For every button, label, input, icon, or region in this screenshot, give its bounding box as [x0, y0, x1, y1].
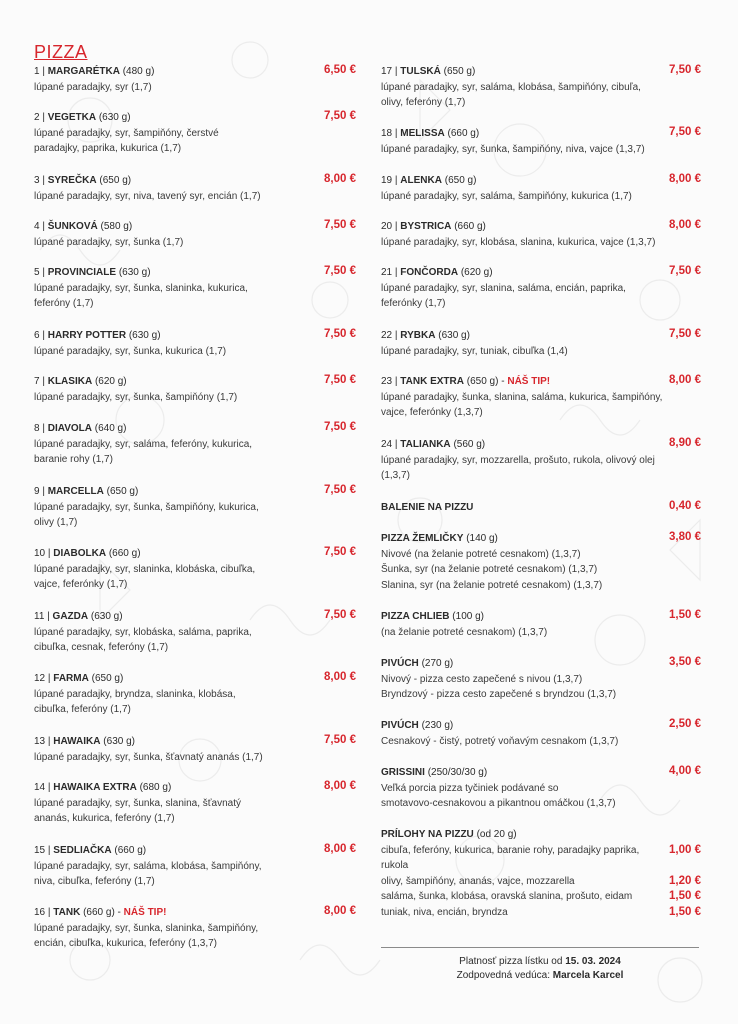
item-description: vajce, feferónky (1,7) [34, 579, 128, 590]
menu-item-header [34, 374, 356, 390]
item-number: 2 | [34, 112, 45, 123]
item-weight: (650 g) [106, 486, 139, 497]
item-number: 6 | [34, 330, 45, 341]
menu-item [381, 531, 701, 593]
menu-item-header [381, 219, 701, 235]
item-price: 8,00 € [324, 780, 356, 792]
menu-item [381, 219, 701, 250]
item-description: Slanina, syr (na želanie potreté cesnakom) (1,3,7) [381, 579, 603, 591]
menu-item-header [34, 843, 356, 859]
item-description: Nivový - pizza cesto zapečené s nivou (1,3,7) [381, 673, 583, 685]
item-description: lúpané paradajky, syr, šunka (1,7) [34, 236, 184, 248]
item-name: HAWAIKA EXTRA [53, 782, 137, 793]
item-description: lúpané paradajky, šunka, slanina, saláma, kukurica, šampiňóny, [381, 391, 663, 403]
menu-item-header [34, 609, 356, 625]
item-name: VEGETKA [47, 112, 97, 123]
item-weight: (620 g) [460, 267, 493, 278]
item-name: GAZDA [52, 611, 89, 622]
sides-line [381, 858, 701, 874]
item-description: cibuľka, cesnak, feferóny (1,7) [34, 642, 169, 653]
item-name: KLASIKA [47, 376, 93, 387]
item-number: 1 | [34, 66, 45, 77]
item-description: lúpané paradajky, syr, šunka, šampiňóny, niva, vajce (1,3,7) [381, 143, 645, 155]
item-name: TALIANKA [400, 439, 451, 450]
item-name: PROVINCIALE [47, 267, 117, 278]
item-description: (1,3,7) [381, 470, 410, 481]
sides-line-text: tuniak, niva, encián, bryndza [381, 906, 508, 918]
item-number: 11 | [34, 611, 50, 622]
item-description: lúpané paradajky, syr, šunka, šťavnatý ananás (1,7) [34, 751, 263, 763]
item-price: 7,50 € [324, 374, 356, 386]
item-description: niva, cibuľka, feferóny (1,7) [34, 876, 155, 887]
menu-item-header [381, 500, 701, 516]
menu-item-header [381, 765, 701, 781]
item-price: 8,00 € [669, 374, 701, 386]
item-number: 8 | [34, 423, 45, 434]
menu-item [381, 609, 701, 640]
menu-item-header [381, 718, 701, 734]
footer-divider [381, 947, 699, 948]
item-description: Veľká porcia pizza tyčiniek podávané so [381, 782, 559, 794]
menu-item-header [381, 531, 701, 547]
item-name: SEDLIAČKA [53, 845, 112, 856]
menu-item [381, 500, 701, 516]
item-description: lúpané paradajky, syr, niva, tavený syr, encián (1,7) [34, 190, 261, 202]
item-name: TANK EXTRA [400, 376, 464, 387]
item-price: 1,50 € [669, 609, 701, 621]
sides-line-price: 1,50 € [669, 890, 701, 902]
item-weight: (630 g) [90, 611, 123, 622]
sides-line-price: 1,00 € [669, 843, 701, 856]
menu-item-header [34, 265, 356, 281]
item-description: lúpané paradajky, syr, šunka, šampiňóny (1,7) [34, 391, 238, 403]
item-price: 6,50 € [324, 64, 356, 76]
item-weight: (480 g) [122, 66, 155, 77]
item-price: 7,50 € [324, 328, 356, 340]
item-price: 8,00 € [669, 173, 701, 185]
menu-item-header [381, 609, 701, 625]
sides-line-text: olivy, šampiňóny, ananás, vajce, mozzarella [381, 875, 575, 887]
menu-item [34, 219, 356, 250]
menu-item-header [34, 546, 356, 562]
item-price: 3,50 € [669, 656, 701, 668]
menu-item-header [34, 219, 356, 235]
menu-item-header [34, 328, 356, 344]
item-price: 3,80 € [669, 531, 701, 543]
item-weight: (630 g) [103, 736, 135, 747]
item-description: lúpané paradajky, syr, saláma, šampiňóny, kukurica (1,7) [381, 190, 632, 202]
menu-item-header [381, 374, 701, 390]
item-weight: (100 g) [452, 611, 484, 622]
item-description: lúpané paradajky, syr, šampiňóny, čerstvé [34, 127, 219, 139]
item-description: olivy, feferóny (1,7) [381, 97, 466, 108]
item-weight: (630 g) [438, 330, 470, 341]
item-weight: (140 g) [466, 533, 498, 544]
item-price: 7,50 € [669, 265, 701, 277]
manager-name: Marcela Karcel [552, 970, 624, 981]
item-description: Bryndzový - pizza cesto zapečené s bryndzou (1,3,7) [381, 689, 617, 700]
menu-item-header [381, 64, 701, 80]
item-description: ananás, kukurica, feferóny (1,7) [34, 813, 175, 824]
item-price: 2,50 € [669, 718, 701, 730]
item-description: smotavovo-cesnakovou a pikantnou omáčkou (1,3,7) [381, 798, 616, 809]
item-name: FARMA [53, 673, 89, 684]
validity-label: Platnosť pizza lístku od [459, 956, 563, 967]
item-name: HARRY POTTER [47, 330, 127, 341]
item-name: ALENKA [400, 175, 442, 186]
sides-line [381, 874, 701, 890]
item-number: 14 | [34, 782, 51, 793]
menu-item [34, 780, 356, 827]
menu-item-header [381, 265, 701, 281]
item-price: 8,00 € [669, 219, 701, 231]
menu-item [34, 843, 356, 890]
item-number: 5 | [34, 267, 45, 278]
menu-item [34, 546, 356, 593]
menu-item-header [381, 173, 701, 189]
item-name: PIVÚCH [381, 658, 419, 669]
tip-badge: NÁŠ TIP! [507, 376, 551, 387]
item-weight: (660 g) - [83, 907, 121, 918]
item-price: 7,50 € [324, 609, 356, 621]
sides-header [381, 827, 701, 843]
item-description: paradajky, paprika, kukurica (1,7) [34, 143, 182, 154]
item-weight: (680 g) [139, 782, 172, 793]
item-number: 24 | [381, 439, 398, 450]
manager-line [381, 969, 699, 983]
menu-item-header [34, 173, 356, 189]
item-description: lúpané paradajky, syr, šunka, kukurica (1,7) [34, 345, 227, 357]
menu-item-header [34, 421, 356, 437]
item-weight: (630 g) [118, 267, 151, 278]
item-description: feferónky (1,7) [381, 298, 446, 309]
menu-item [381, 265, 701, 312]
menu-item [34, 328, 356, 359]
item-number: 17 | [381, 66, 398, 77]
sides-line-price: 1,20 € [669, 874, 701, 887]
menu-item [34, 609, 356, 656]
menu-item [34, 374, 356, 405]
item-number: 20 | [381, 221, 398, 232]
menu-item-header [34, 110, 356, 126]
sides-line-text: saláma, šunka, klobása, oravská slanina, prošuto, eidam [381, 891, 633, 902]
item-name: PIVÚCH [381, 720, 419, 731]
item-name: GRISSINI [381, 767, 425, 778]
item-weight: (650 g) [91, 673, 124, 684]
sides-weight: (od 20 g) [476, 829, 517, 840]
manager-label: Zodpovedná vedúca: [456, 970, 550, 981]
item-number: 18 | [381, 128, 398, 139]
menu-item [381, 328, 701, 359]
item-description: lúpané paradajky, syr, klobáska, saláma, paprika, [34, 626, 252, 638]
item-description: Nivové (na želanie potreté cesnakom) (1,3,7) [381, 548, 581, 560]
item-price: 7,50 € [324, 421, 356, 433]
item-price: 8,00 € [324, 905, 356, 917]
item-price: 7,50 € [669, 328, 701, 340]
menu-item-header [34, 780, 356, 796]
item-number: 4 | [34, 221, 45, 232]
menu-item-header [34, 671, 356, 687]
menu-item-header [34, 905, 356, 921]
item-description: lúpané paradajky, syr, mozzarella, prošuto, rukola, olivový olej [381, 454, 655, 466]
menu-item [34, 64, 356, 95]
item-description: lúpané paradajky, syr, slaninka, klobáska, cibuľka, [34, 563, 256, 575]
menu-item [381, 656, 701, 703]
menu-item [381, 64, 701, 111]
item-description: lúpané paradajky, syr, šunka, slanina, šťavnatý [34, 797, 242, 809]
item-price: 0,40 € [669, 500, 701, 512]
item-price: 8,90 € [669, 437, 701, 449]
item-name: ŠUNKOVÁ [47, 221, 98, 232]
item-number: 10 | [34, 548, 51, 559]
item-description: lúpané paradajky, bryndza, slaninka, klobása, [34, 688, 236, 700]
item-price: 7,50 € [669, 64, 701, 76]
item-name: TANK [53, 907, 81, 918]
item-weight: (560 g) [453, 439, 486, 450]
item-description: Šunka, syr (na želanie potreté cesnakom) (1,3,7) [381, 564, 598, 575]
menu-item [381, 765, 701, 812]
menu-item [381, 126, 701, 157]
menu-item [381, 173, 701, 204]
item-price: 7,50 € [324, 484, 356, 496]
menu-item-header [34, 64, 356, 80]
item-name: PIZZA ŽEMLIČKY [381, 533, 464, 544]
item-description: encián, cibuľka, kukurica, feferóny (1,3,7) [34, 938, 218, 949]
item-number: 16 | [34, 907, 51, 918]
item-number: 13 | [34, 736, 51, 747]
item-description: feferóny (1,7) [34, 298, 94, 309]
validity-date: 15. 03. 2024 [565, 956, 621, 967]
item-name: BALENIE NA PIZZU [381, 502, 474, 513]
item-weight: (660 g) [108, 548, 141, 559]
item-description: lúpané paradajky, syr, šunka, slaninka, šampiňóny, [34, 922, 259, 934]
item-number: 7 | [34, 376, 45, 387]
item-description: lúpané paradajky, syr, saláma, feferóny, kukurica, [34, 438, 253, 450]
item-weight: (630 g) [128, 330, 161, 341]
menu-item [381, 718, 701, 749]
menu-item [34, 484, 356, 531]
item-weight: (630 g) [98, 112, 131, 123]
menu-item-header [381, 328, 701, 344]
item-price: 7,50 € [324, 265, 356, 277]
menu-item [34, 173, 356, 204]
item-name: MELISSA [400, 128, 445, 139]
sides-section [381, 827, 701, 920]
item-weight: (650 g) [443, 66, 476, 77]
item-name: PIZZA CHLIEB [381, 611, 450, 622]
item-description: lúpané paradajky, syr, tuniak, cibuľka (1,4) [381, 345, 568, 357]
item-description: lúpané paradajky, syr (1,7) [34, 81, 152, 93]
item-weight: (660 g) [447, 128, 480, 139]
item-weight: (250/30/30 g) [427, 767, 488, 778]
menu-item [381, 374, 701, 421]
item-number: 22 | [381, 330, 398, 341]
menu-item-header [381, 656, 701, 672]
footer [381, 955, 699, 983]
item-weight: (270 g) [421, 658, 454, 669]
sides-line-text: rukola [381, 860, 409, 871]
item-name: HAWAIKA [53, 736, 101, 747]
item-name: MARGARÉTKA [47, 66, 120, 77]
item-number: 21 | [381, 267, 398, 278]
item-description: cibuľka, feferóny (1,7) [34, 704, 131, 715]
menu-item [34, 905, 356, 952]
item-description: lúpané paradajky, syr, saláma, klobása, šampiňóny, [34, 860, 262, 872]
item-description: baranie rohy (1,7) [34, 454, 113, 465]
item-weight: (230 g) [421, 720, 454, 731]
item-name: DIABOLKA [53, 548, 107, 559]
item-weight: (660 g) [114, 845, 147, 856]
item-weight: (660 g) [454, 221, 486, 232]
item-number: 19 | [381, 175, 398, 186]
item-weight: (650 g) [444, 175, 477, 186]
item-number: 3 | [34, 175, 45, 186]
menu-item [34, 734, 356, 765]
item-name: DIAVOLA [47, 423, 92, 434]
item-description: (na želanie potreté cesnakom) (1,3,7) [381, 626, 548, 638]
sides-line-text: cibuľa, feferóny, kukurica, baranie rohy, paradajky paprika, [381, 844, 640, 856]
menu-item-header [381, 437, 701, 453]
item-description: lúpané paradajky, syr, klobása, slanina, kukurica, vajce (1,3,7) [381, 236, 656, 248]
item-weight: (640 g) [94, 423, 127, 434]
item-description: olivy (1,7) [34, 517, 78, 528]
item-weight: (620 g) [94, 376, 127, 387]
menu-item [381, 437, 701, 484]
item-name: RYBKA [400, 330, 436, 341]
item-name: SYREČKA [47, 175, 97, 186]
tip-badge: NÁŠ TIP! [123, 907, 167, 918]
sides-name: PRÍLOHY NA PIZZU [381, 829, 474, 840]
item-description: lúpané paradajky, syr, slanina, saláma, encián, paprika, [381, 282, 626, 294]
item-number: 12 | [34, 673, 51, 684]
item-number: 9 | [34, 486, 45, 497]
menu-item [34, 671, 356, 718]
item-weight: (650 g) [99, 175, 132, 186]
item-weight: (650 g) - [466, 376, 505, 387]
menu-item-header [34, 734, 356, 750]
item-price: 8,00 € [324, 173, 356, 185]
menu-item [34, 421, 356, 468]
item-description: lúpané paradajky, syr, saláma, klobása, šampiňóny, cibuľa, [381, 81, 641, 93]
item-price: 8,00 € [324, 671, 356, 683]
item-price: 7,50 € [324, 546, 356, 558]
sides-line [381, 889, 701, 905]
item-price: 7,50 € [324, 734, 356, 746]
menu-item [34, 110, 356, 157]
item-price: 8,00 € [324, 843, 356, 855]
page-title: PIZZA [34, 42, 88, 62]
item-price: 7,50 € [324, 219, 356, 231]
item-number: 15 | [34, 845, 51, 856]
item-name: FONČORDA [400, 267, 459, 278]
item-price: 7,50 € [324, 110, 356, 122]
item-price: 7,50 € [669, 126, 701, 138]
item-name: MARCELLA [47, 486, 104, 497]
item-price: 4,00 € [669, 765, 701, 777]
item-description: vajce, feferónky (1,3,7) [381, 407, 483, 418]
validity-line [381, 955, 699, 969]
sides-line-price: 1,50 € [669, 905, 701, 918]
item-weight: (580 g) [100, 221, 133, 232]
item-description: Cesnakový - čistý, potretý voňavým cesnakom (1,3,7) [381, 735, 619, 747]
menu-item-header [34, 484, 356, 500]
menu-item [34, 265, 356, 312]
item-number: 23 | [381, 376, 398, 387]
item-description: lúpané paradajky, syr, šunka, šampiňóny, kukurica, [34, 501, 259, 513]
menu-item-header [381, 126, 701, 142]
sides-line [381, 905, 701, 921]
item-name: BYSTRICA [400, 221, 452, 232]
item-name: TULSKÁ [400, 66, 441, 77]
sides-line [381, 843, 701, 859]
item-description: lúpané paradajky, syr, šunka, slaninka, kukurica, [34, 282, 248, 294]
